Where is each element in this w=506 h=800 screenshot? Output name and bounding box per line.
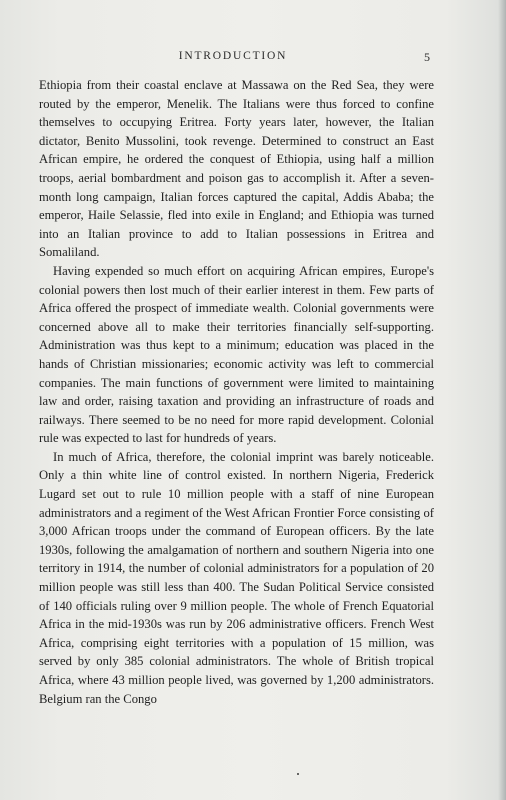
paragraph: Having expended so much effort on acquiring African empires, Europe's colonial powers then lost much of their earlier interest in them. Few parts of Africa offered the prospect of immediate wealth. Colonial governments were concerned above all to make their territories financially self-supporting. Administration was thus kept to a minimum; education was placed in the hands of Christian missionaries; economic activity was left to commercial companies. The main functions of government were limited to maintaining law and order, raising taxation and providing an infrastructure of roads and railways. There seemed to be no need for more rapid development. Colonial rule was expected to last for hundreds of years. [39,263,434,446]
paragraph-continuation: Ethiopia from their coastal enclave at Massawa on the Red Sea, they were routed by the emperor, Menelik. The Italians were thus forced to confine themselves to occupying Eritrea. Forty years later, however, the Italian dictator, Benito Mussolini, took revenge. Determined to construct an East African empire, he ordered the conquest of Ethiopia, using half a million troops, aerial bombardment and poison gas to accomplish it. After a seven-month long campaign, Italian forces captured the capital, Addis Ababa; the emperor, Haile Selassie, fled into exile in England; and Ethiopia was turned into an Italian province to add to Italian possessions in Eritrea and Somaliland. [39,78,434,260]
running-title: INTRODUCTION [178,50,288,62]
page-number: 5 [424,50,430,64]
paragraph: In much of Africa, therefore, the colonial imprint was barely noticeable. Only a thin white line of control existed. In northern Nigeria, Frederick Lugard set out to rule 10 million people with a staff of nine European administrators and a regiment of the West African Frontier Force consisting of 3,000 African troops under the command of European officers. By the late 1930s, following the amalgamation of northern and southern Nigeria into one territory in 1914, the number of colonial administrators for a population of 20 million people was still less than 400. The Sudan Political Service consisted of 140 officials ruling over 9 million people. The whole of French Equatorial Africa in the mid-1930s was run by 206 administrative officers. French West Africa, comprising eight territories with a population of 15 million, was served by only 385 colonial administrators. The whole of British tropical Africa, where 43 million people lived, was governed by 1,200 administrators. Belgium ran the Congo [39,449,434,706]
running-head [0,50,506,66]
body-text [39,76,434,708]
ink-speck [297,773,299,775]
